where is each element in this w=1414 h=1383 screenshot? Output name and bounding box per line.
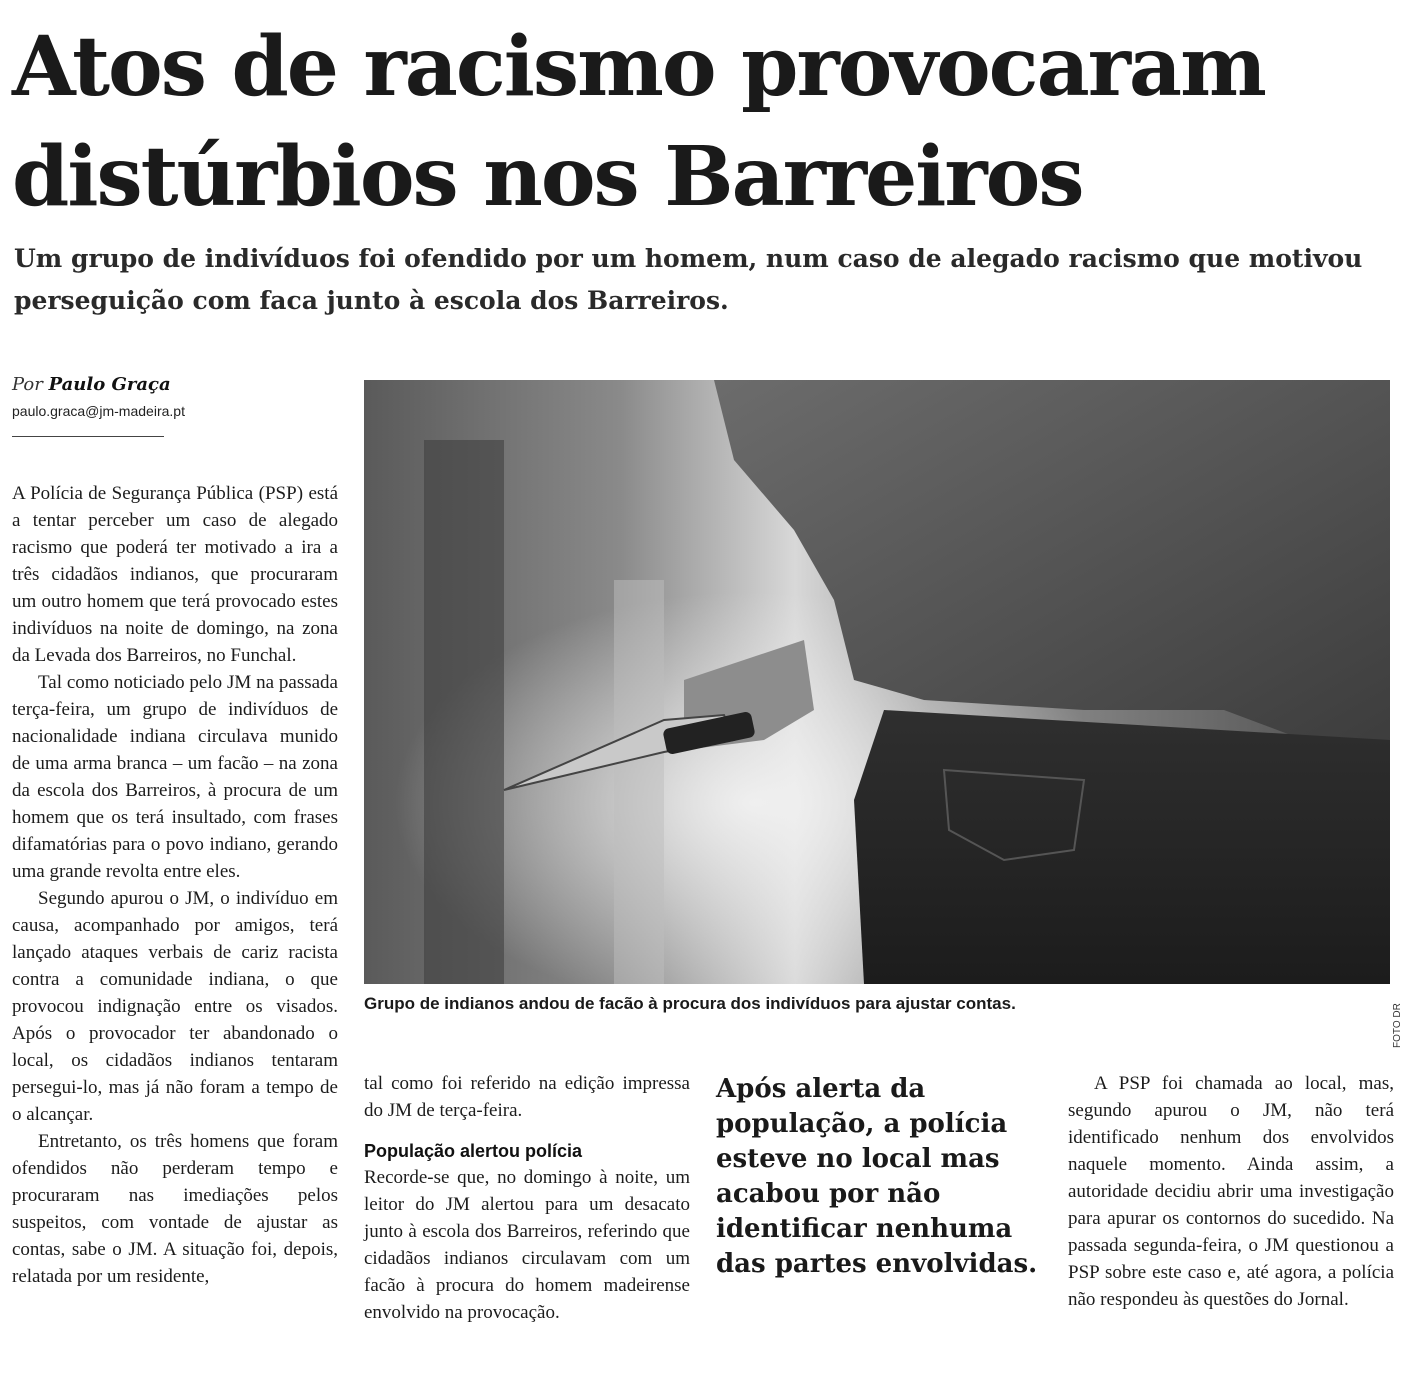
standfirst: Um grupo de indivíduos foi ofendido por um homem, num caso de alegado racismo que motivou perseguição com faca junto à escola dos Barreiros. bbox=[14, 244, 1363, 315]
author-email: paulo.graca@jm-madeira.pt bbox=[12, 403, 185, 419]
byline-block bbox=[12, 372, 332, 437]
body-paragraph: Segundo apurou o JM, o indivíduo em causa, acompanhado por amigos, terá lançado ataques verbais de cariz racista contra a comunidade indiana, o que provocou indignação entre os visados. Após o provocador ter abandonado o local, os cidadãos indianos tentaram persegui-lo, mas já não foram a tempo de o alcançar. bbox=[12, 888, 338, 1125]
photo-caption: Grupo de indianos andou de facão à procura dos indivíduos para ajustar contas. bbox=[364, 994, 1016, 1013]
body-column-2 bbox=[364, 1070, 690, 1326]
article-photo bbox=[364, 380, 1390, 984]
photo-corridor-wall bbox=[614, 580, 664, 984]
photo-doorframe bbox=[424, 440, 504, 984]
pull-quote: Após alerta da população, a polícia esteve no local mas acabou por não identificar nenhuma das partes envolvidas. bbox=[716, 1074, 1038, 1279]
byline-prefix: Por bbox=[12, 374, 43, 395]
photo-credit: FOTO DR bbox=[1392, 1003, 1403, 1048]
body-paragraph: Entretanto, os três homens que foram ofendidos não perderam tempo e procuraram nas imediações pelos suspeitos, com vontade de ajustar as contas, sabe o JM. A situação foi, depois, relatada por um residente, bbox=[12, 1131, 338, 1287]
byline-divider bbox=[12, 436, 164, 437]
body-paragraph: A Polícia de Segurança Pública (PSP) está a tentar perceber um caso de alegado racismo que poderá ter motivado a ira a três cidadãos indianos, que procuraram um outro homem que terá provocado estes indivíduos na noite de domingo, na zona da Levada dos Barreiros, no Funchal. bbox=[12, 483, 338, 666]
author-name: Paulo Graça bbox=[48, 374, 171, 395]
body-paragraph: tal como foi referido na edição impressa do JM de terça-feira. bbox=[364, 1073, 690, 1121]
body-paragraph: Recorde-se que, no domingo à noite, um leitor do JM alertou para um desacato junto à escola dos Barreiros, referindo que cidadãos indianos circulavam com um facão à procura do homem madeirense envolvido na provocação. bbox=[364, 1167, 690, 1323]
body-paragraph: Tal como noticiado pelo JM na passada terça-feira, um grupo de indivíduos de nacionalidade indiana circulava munido de uma arma branca – um facão – na zona da escola dos Barreiros, à procura de um homem que os terá insultado, com frases difamatórias para o povo indiano, gerando uma grande revolta entre eles. bbox=[12, 672, 338, 882]
body-column-1 bbox=[12, 480, 338, 1290]
byline bbox=[12, 372, 332, 398]
photo-illustration bbox=[364, 380, 1390, 984]
headline: Atos de racismo provocaram distúrbios nos Barreiros bbox=[12, 19, 1265, 225]
photo-jeans bbox=[854, 710, 1390, 984]
body-paragraph: A PSP foi chamada ao local, mas, segundo apurou o JM, não terá identificado nenhum dos envolvidos naquele momento. Ainda assim, a autoridade decidiu abrir uma investigação para apurar os contornos do sucedido. Na passada segunda-feira, o JM questionou a PSP sobre este caso e, até agora, a polícia não respondeu às questões do Jornal. bbox=[1068, 1073, 1394, 1310]
body-column-4 bbox=[1068, 1070, 1394, 1313]
section-subhead: População alertou polícia bbox=[364, 1141, 583, 1161]
